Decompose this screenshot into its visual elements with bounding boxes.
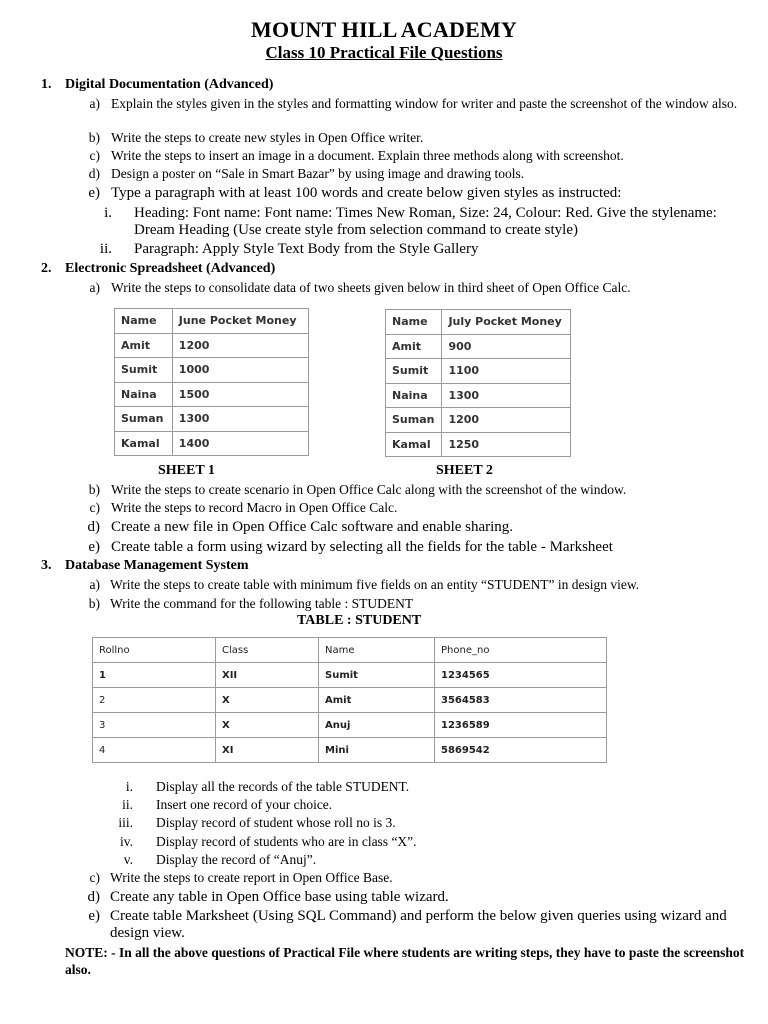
table-cell: 1250 bbox=[442, 432, 571, 457]
item-label: e) bbox=[88, 908, 100, 924]
question-item: Write the steps to create new styles in Open Office writer. bbox=[111, 130, 424, 145]
table-cell: Suman bbox=[386, 408, 442, 433]
note-text: NOTE: - In all the above questions of Practical File where students are writing steps, they have to paste the screenshot also. bbox=[65, 945, 745, 977]
table-cell: 2 bbox=[93, 688, 216, 713]
table-cell: 1300 bbox=[172, 407, 308, 432]
subitem-label: i. bbox=[125, 779, 133, 794]
item-label: b) bbox=[88, 130, 100, 145]
table-cell: XI bbox=[216, 738, 319, 763]
table-cell: 4 bbox=[93, 738, 216, 763]
item-label: c) bbox=[89, 500, 100, 515]
table-cell: Sumit bbox=[386, 359, 442, 384]
sub-question-item: Display all the records of the table STUDENT. bbox=[156, 779, 410, 794]
table-cell: 1300 bbox=[442, 383, 571, 408]
question-item: Explain the styles given in the styles and formatting window for writer and paste the screenshot of the window also. bbox=[111, 96, 738, 111]
item-label: d) bbox=[88, 166, 100, 181]
table-cell: 3564583 bbox=[435, 688, 607, 713]
section-title: Electronic Spreadsheet (Advanced) bbox=[65, 261, 276, 276]
sub-question-item: Insert one record of your choice. bbox=[156, 797, 333, 812]
sheet1-table bbox=[114, 308, 309, 456]
item-label: c) bbox=[89, 148, 100, 163]
sub-question-item: Display the record of “Anuj”. bbox=[156, 852, 317, 867]
item-label: a) bbox=[89, 577, 100, 592]
table-row bbox=[386, 408, 571, 433]
question-item: Create a new file in Open Office Calc software and enable sharing. bbox=[111, 519, 514, 535]
question-item: Create any table in Open Office base using table wizard. bbox=[110, 889, 449, 905]
item-label: e) bbox=[88, 539, 100, 555]
item-label: c) bbox=[89, 870, 100, 885]
table-cell: 1000 bbox=[172, 358, 308, 383]
student-table bbox=[92, 637, 607, 763]
table-cell: Amit bbox=[115, 333, 173, 358]
table-cell: 1 bbox=[93, 663, 216, 688]
table-cell: X bbox=[216, 713, 319, 738]
table-header-cell: Class bbox=[216, 638, 319, 663]
table-row bbox=[93, 663, 607, 688]
table-row bbox=[115, 333, 309, 358]
question-item: Type a paragraph with at least 100 words and create below given styles as instructed: bbox=[111, 185, 622, 201]
table-row bbox=[93, 738, 607, 763]
item-label: e) bbox=[88, 185, 100, 201]
table-cell: Naina bbox=[115, 382, 173, 407]
sub-question-item: Display record of students who are in class “X”. bbox=[156, 834, 417, 849]
item-label: a) bbox=[89, 96, 100, 111]
table-cell: 1400 bbox=[172, 431, 308, 456]
subitem-label: i. bbox=[104, 205, 112, 221]
item-label: d) bbox=[87, 889, 100, 905]
question-item: Create table a form using wizard by selecting all the fields for the table - Marksheet bbox=[111, 539, 613, 555]
table-row bbox=[386, 383, 571, 408]
question-item: Write the steps to record Macro in Open Office Calc. bbox=[111, 500, 398, 515]
student-table-caption: TABLE : STUDENT bbox=[297, 613, 422, 628]
table-cell: Suman bbox=[115, 407, 173, 432]
sub-question-item: Display record of student whose roll no is 3. bbox=[156, 815, 396, 830]
table-header-cell: July Pocket Money bbox=[442, 310, 571, 335]
section-number: 2. bbox=[41, 261, 52, 276]
question-item: Write the steps to insert an image in a document. Explain three methods along with screenshot. bbox=[111, 148, 624, 163]
table-row bbox=[386, 359, 571, 384]
table-cell: XII bbox=[216, 663, 319, 688]
table-header-cell: Name bbox=[386, 310, 442, 335]
table-header-cell: Name bbox=[115, 309, 173, 334]
sheet2-table bbox=[385, 309, 571, 457]
table-header-row bbox=[115, 309, 309, 334]
table-header-row bbox=[93, 638, 607, 663]
table-cell: 1500 bbox=[172, 382, 308, 407]
table-cell: 1100 bbox=[442, 359, 571, 384]
table-cell: 1236589 bbox=[435, 713, 607, 738]
question-item: Write the command for the following table : STUDENT bbox=[110, 596, 414, 611]
table-header-cell: Rollno bbox=[93, 638, 216, 663]
sheet1-caption: SHEET 1 bbox=[158, 463, 215, 478]
subitem-label: ii. bbox=[122, 797, 133, 812]
table-row bbox=[93, 713, 607, 738]
table-cell: Sumit bbox=[319, 663, 435, 688]
item-label: d) bbox=[87, 519, 100, 535]
sheet2-caption: SHEET 2 bbox=[436, 463, 493, 478]
table-header-row bbox=[386, 310, 571, 335]
question-item: Write the steps to create scenario in Open Office Calc along with the screenshot of the window. bbox=[111, 482, 627, 497]
table-row bbox=[115, 431, 309, 456]
table-cell: Naina bbox=[386, 383, 442, 408]
table-cell: Sumit bbox=[115, 358, 173, 383]
table-cell: 3 bbox=[93, 713, 216, 738]
table-row bbox=[115, 407, 309, 432]
subitem-label: iv. bbox=[120, 834, 133, 849]
question-item: Write the steps to create report in Open Office Base. bbox=[110, 870, 393, 885]
table-cell: 1200 bbox=[442, 408, 571, 433]
table-row bbox=[115, 358, 309, 383]
section-number: 1. bbox=[41, 77, 52, 92]
item-label: b) bbox=[88, 482, 100, 497]
table-cell: Mini bbox=[319, 738, 435, 763]
section-title: Digital Documentation (Advanced) bbox=[65, 77, 274, 92]
table-cell: Anuj bbox=[319, 713, 435, 738]
item-label: a) bbox=[89, 280, 100, 295]
subitem-label: iii. bbox=[118, 815, 133, 830]
question-item: Create table Marksheet (Using SQL Command) and perform the below given queries using wizard and design view. bbox=[110, 908, 727, 941]
table-row bbox=[386, 334, 571, 359]
table-row bbox=[115, 382, 309, 407]
question-item: Write the steps to create table with minimum five fields on an entity “STUDENT” in design view. bbox=[110, 577, 640, 592]
table-cell: Amit bbox=[319, 688, 435, 713]
table-row bbox=[93, 688, 607, 713]
question-item: Write the steps to consolidate data of two sheets given below in third sheet of Open Office Calc. bbox=[111, 280, 631, 295]
table-cell: 900 bbox=[442, 334, 571, 359]
table-cell: X bbox=[216, 688, 319, 713]
subitem-label: v. bbox=[123, 852, 133, 867]
table-header-cell: June Pocket Money bbox=[172, 309, 308, 334]
table-cell: 5869542 bbox=[435, 738, 607, 763]
table-header-cell: Phone_no bbox=[435, 638, 607, 663]
subitem-label: ii. bbox=[99, 241, 112, 257]
table-cell: Amit bbox=[386, 334, 442, 359]
table-cell: 1200 bbox=[172, 333, 308, 358]
sub-question-item: Heading: Font name: Font name: Times New Roman, Size: 24, Colour: Red. Give the stylename: Dream Heading (Use create style from selection command to create style) bbox=[134, 205, 717, 238]
section-number: 3. bbox=[41, 558, 52, 573]
page-subtitle: Class 10 Practical File Questions bbox=[265, 43, 503, 62]
table-header-cell: Name bbox=[319, 638, 435, 663]
section-title: Database Management System bbox=[65, 558, 249, 573]
table-cell: Kamal bbox=[115, 431, 173, 456]
item-label: b) bbox=[88, 596, 100, 611]
table-row bbox=[386, 432, 571, 457]
question-item: Design a poster on “Sale in Smart Bazar” by using image and drawing tools. bbox=[111, 166, 525, 181]
table-cell: Kamal bbox=[386, 432, 442, 457]
sub-question-item: Paragraph: Apply Style Text Body from the Style Gallery bbox=[134, 241, 479, 257]
school-title: MOUNT HILL ACADEMY bbox=[251, 17, 517, 42]
table-cell: 1234565 bbox=[435, 663, 607, 688]
